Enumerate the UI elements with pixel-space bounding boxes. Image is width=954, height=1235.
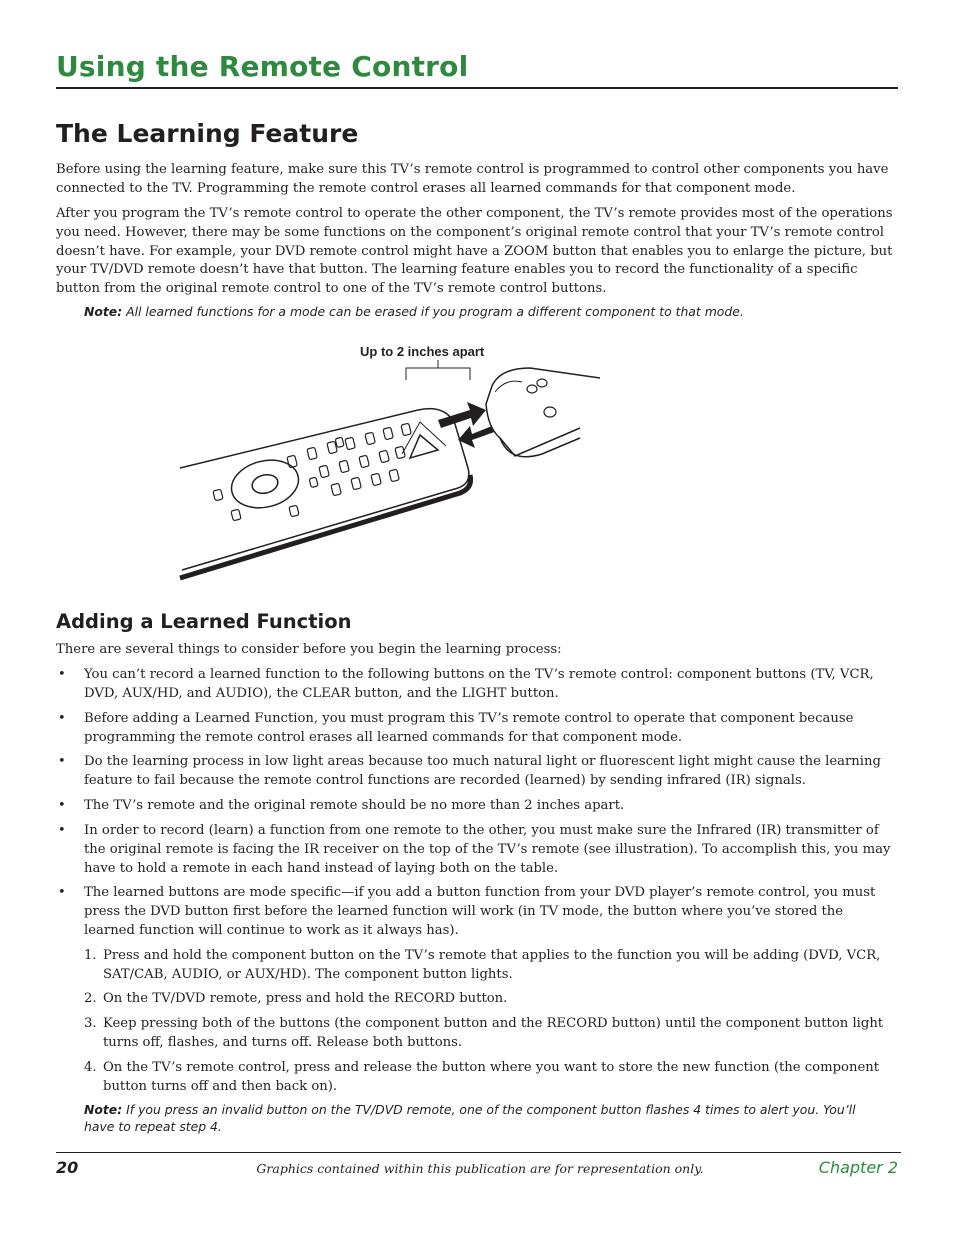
note-text: All learned functions for a mode can be erased if you program a different component to that mode. [122, 304, 744, 319]
bullet-text: The learned buttons are mode specific—if you add a button function from your DVD player’s remote control, you must press the DVD button first before the learned function will work (in TV mode, the button where you’ve stored the learned function will continue to work as it always has). [84, 885, 876, 938]
remotes-diagram-svg [170, 338, 600, 583]
step-text: Keep pressing both of the buttons (the component button and the RECORD button) until the component button light turns off, flashes, and turns off. Release both buttons. [103, 1016, 884, 1050]
page-number: 20 [56, 1158, 79, 1177]
page-header-title: Using the Remote Control [56, 50, 469, 83]
figure-label: Up to 2 inches apart [360, 344, 485, 359]
bullet-text: Before adding a Learned Function, you must program this TV’s remote control to operate that component because programming the remote control erases all learned commands for that component mode. [84, 711, 854, 745]
step-number: 2. [84, 991, 97, 1006]
chapter-label: Chapter 2 [818, 1158, 898, 1177]
distance-bracket [406, 368, 470, 380]
footer-rule [56, 1152, 901, 1153]
intro-paragraph-2: After you program the TV’s remote control to operate the other component, the TV’s remote provides most of the operations you need. However, there may be some functions on the component’s original remote control that your TV’s remote control doesn’t have. For example, your DVD remote control might have a ZOOM button that enables you to enlarge the picture, but your TV/DVD remote doesn’t have that button. The learning feature enables you to record the functionality of a specific button from the original remote control to one of the TV’s remote control buttons. [56, 206, 893, 297]
section-title: The Learning Feature [56, 119, 359, 148]
step-number: 3. [84, 1016, 97, 1031]
step-text: Press and hold the component button on the TV’s remote that applies to the function you will be adding (DVD, VCR, SAT/CAB, AUDIO, or AUX/HD). The component button lights. [103, 948, 881, 982]
subsection-note [84, 1102, 884, 1135]
intro-paragraph-1: Before using the learning feature, make sure this TV’s remote control is programmed to control other components you have connected to the TV. Programming the remote control erases all learned commands for that component mode. [56, 162, 889, 196]
footer-disclaimer: Graphics contained within this publication are for representation only. [256, 1161, 704, 1176]
header-rule [56, 87, 898, 89]
manual-page: Using the Remote Control The Learning Feature Before using the learning feature, make sure this TV’s remote control is programmed to control other components you have connected to the TV. Programming the remote control erases all learned commands for that component mode. After you program the TV’s remote control to operate the other component, the TV’s remote provides most of the operations you need. However, there may be some functions on the component’s original remote control that your TV’s remote control doesn’t have. For example, your DVD remote control might have a ZOOM button that enables you to enlarge the picture, but your TV/DVD remote doesn’t have that button. The learning feature enables you to record the functionality of a specific button from the original remote control to one of the TV’s remote control buttons. Note: All learned functions for a mode can be erased if you program a different component to that mode. Up to 2 inches apart Adding a Learned Function There are several things to consider before you begin the learning process: • You can’t record a learned function to the following buttons on the TV’s remote control: component buttons (TV, VCR, DVD, AUX/HD, and AUDIO), the CLEAR button, and the LIGHT button. • Before adding a Learned Function, you must program this TV’s remote control to operate that component because programming the remote control erases all learned commands for that component mode. • Do the learning process in low light areas because too much natural light or fluorescent light might cause the learning feature to fail because the remote control functions are recorded (learned) by sending infrared (IR) signals. • The TV’s remote and the original remote should be no more than 2 inches apart. • In order to record (learn) a function from one remote to the other, you must make sure the Infrared (IR) transmitter of the original remote is facing the IR receiver on the top of the TV’s remote (see illustration). To accomplish this, you may have to hold a remote in each hand instead of laying both on the table. • The learned buttons are mode specific—if you add a button function from your DVD player’s remote control, you must press the DVD button first before the learned function will work (in TV mode, the button where you’ve stored the learned function will continue to work as it always has). 1. Press and hold the component button on the TV’s remote that applies to the function you will be adding (DVD, VCR, SAT/CAB, AUDIO, or AUX/HD). The component button lights. 2. On the TV/DVD remote, press and hold the RECORD button. 3. Keep pressing both of the buttons (the component button and the RECORD button) until the component button light turns off, flashes, and turns off. Release both buttons. 4. On the TV’s remote control, press and release the button where you want to store the new function (the component button turns off and then back on). Note: If you press an invalid button on the TV/DVD remote, one of the component button flashes 4 times to alert you. You’ll have to repeat step 4. 20 Graphics contained within this publication are for representation only. Chapter 2 [0, 0, 954, 1235]
remote-learning-illustration [170, 338, 600, 583]
bullet-text: The TV’s remote and the original remote should be no more than 2 inches apart. [84, 798, 625, 813]
step-number: 1. [84, 948, 97, 963]
tv-remote [180, 409, 471, 578]
note-text: If you press an invalid button on the TV/DVD remote, one of the component button flashes 4 times to alert you. You’ll have to repeat step 4. [84, 1102, 856, 1134]
bullet-text: In order to record (learn) a function from one remote to the other, you must make sure the Infrared (IR) transmitter of the original remote is facing the IR receiver on the top of the TV’s remote (see illustration). To accomplish this, you may have to hold a remote in each hand instead of laying both on the table. [84, 823, 891, 876]
note-label: Note: [84, 304, 123, 319]
subsection-title: Adding a Learned Function [56, 610, 352, 633]
step-text: On the TV/DVD remote, press and hold the RECORD button. [103, 991, 508, 1006]
bullet-text: You can’t record a learned function to the following buttons on the TV’s remote control: component buttons (TV, VCR, DVD, AUX/HD, and AUDIO), the CLEAR button, and the LIGHT button. [84, 667, 874, 701]
original-remote [486, 368, 600, 457]
subsection-intro: There are several things to consider before you begin the learning process: [56, 642, 562, 657]
note-label: Note: [84, 1102, 123, 1117]
step-number: 4. [84, 1060, 97, 1075]
bullet-text: Do the learning process in low light areas because too much natural light or fluorescent light might cause the learning feature to fail because the remote control functions are recorded (learned) by sending infrared (IR) signals. [84, 754, 881, 788]
section-note [84, 304, 884, 321]
step-text: On the TV’s remote control, press and release the button where you want to store the new function (the component button turns off and then back on). [103, 1060, 880, 1094]
